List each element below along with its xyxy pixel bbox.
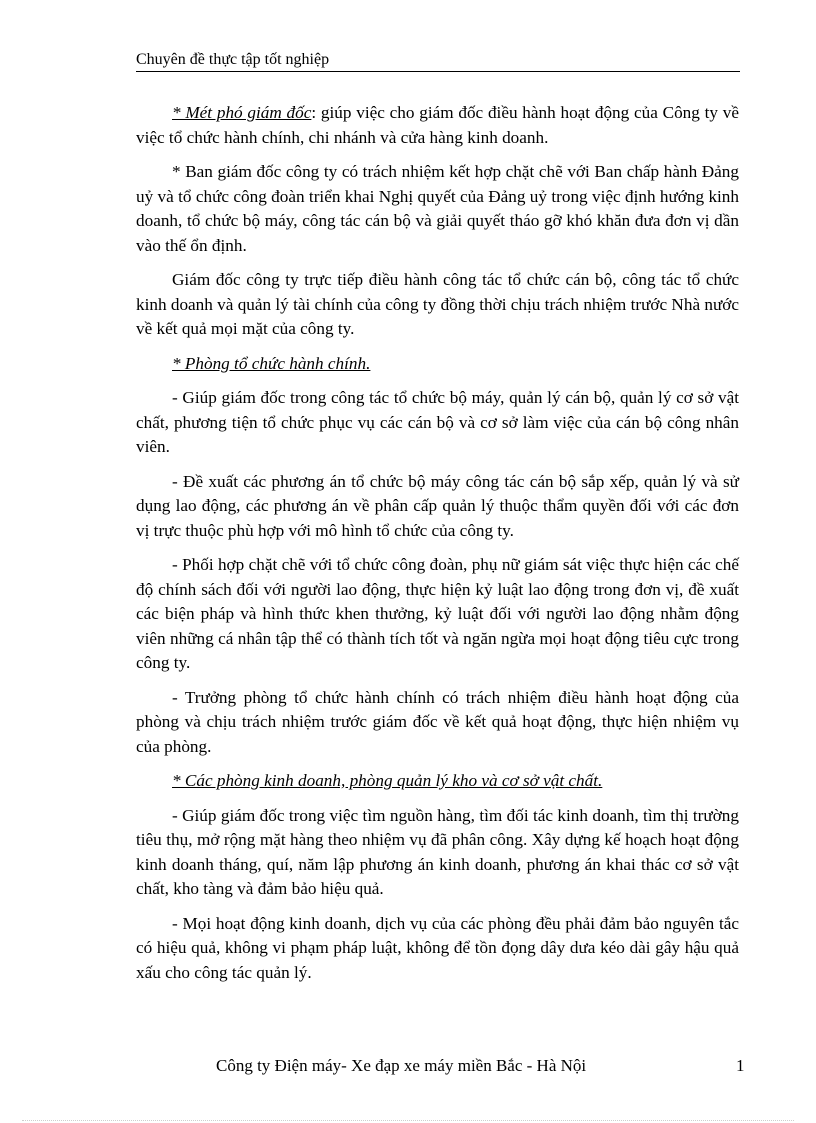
paragraph-director-role: Giám đốc công ty trực tiếp điều hành công tác tổ chức cán bộ, công tác tổ chức kinh doanh và quản lý tài chính của công ty đồng thời chịu trách nhiệm trước Nhà nước về kết quả mọi mặt của công ty. bbox=[136, 270, 739, 338]
paragraph-admin-duty-1: - Giúp giám đốc trong công tác tổ chức bộ máy, quản lý cán bộ, quản lý cơ sở vật chất, phương tiện tổ chức phục vụ các cán bộ và cơ sở làm việc của cán bộ công nhân viên. bbox=[136, 388, 739, 456]
paragraph-admin-duty-4: - Trưởng phòng tổ chức hành chính có trách nhiệm điều hành hoạt động của phòng và chịu trách nhiệm trước giám đốc về kết quả hoạt động, thực hiện nhiệm vụ của phòng. bbox=[136, 687, 739, 756]
paragraph-lead: * Mét phó giám đốc bbox=[172, 103, 312, 122]
section-heading-business bbox=[136, 769, 739, 794]
page-footer: Công ty Điện máy- Xe đạp xe máy miền Bắc - Hà Nội bbox=[216, 1056, 587, 1075]
section-heading-text: * Các phòng kinh doanh, phòng quản lý kho và cơ sở vật chất. bbox=[172, 771, 603, 790]
paragraph-admin-duty-3: - Phối hợp chặt chẽ với tổ chức công đoàn, phụ nữ giám sát việc thực hiện các chế độ chính sách đối với người lao động, thực hiện kỷ luật lao động trong đơn vị, đề xuất các biện pháp và hình thức khen thưởng, kỷ luật đối với người lao động nhằm động viên những cá nhân tập thể có thành tích tốt và ngăn ngừa mọi hoạt động tiêu cực trong công ty. bbox=[136, 555, 739, 672]
page-number: 1 bbox=[736, 1056, 745, 1075]
document-body bbox=[136, 101, 739, 995]
paragraph-board-of-directors: * Ban giám đốc công ty có trách nhiệm kết hợp chặt chẽ với Ban chấp hành Đảng uỷ và tổ chức công đoàn triển khai Nghị quyết của Đảng uỷ trong việc định hướng kinh doanh, tổ chức bộ máy, công tác cán bộ và giải quyết tháo gỡ khó khăn đưa đơn vị dần vào thế ổn định. bbox=[136, 162, 739, 255]
section-heading-text: * Phòng tổ chức hành chính. bbox=[172, 353, 371, 373]
header-title: Chuyên đề thực tập tốt nghiệp bbox=[136, 51, 330, 68]
page-edge-divider bbox=[22, 1120, 794, 1121]
page-header bbox=[136, 50, 740, 72]
paragraph-text: : giúp việc cho giám đốc điều hành hoạt động của Công ty về việc tổ chức hành chính, chi nhánh và cửa hàng kinh doanh. bbox=[136, 103, 739, 147]
paragraph-business-duty-2: - Mọi hoạt động kinh doanh, dịch vụ của các phòng đều phải đảm bảo nguyên tắc có hiệu quả, không vi phạm pháp luật, không để tồn đọng dây dưa kéo dài gây hậu quả xấu cho công tác quản lý. bbox=[136, 913, 739, 982]
paragraph-business-duty-1: - Giúp giám đốc trong việc tìm nguồn hàng, tìm đối tác kinh doanh, tìm thị trường tiêu thụ, mở rộng mặt hàng theo nhiệm vụ đã phân công. Xây dựng kế hoạch hoạt động kinh doanh tháng, quí, năm lập phương án kinh doanh, phương án khai thác cơ sở vật chất, kho tàng và đảm bảo hiệu quả. bbox=[136, 805, 739, 898]
section-heading-admin bbox=[136, 352, 739, 377]
paragraph-deputy-director bbox=[136, 101, 739, 150]
paragraph-admin-duty-2: - Đề xuất các phương án tổ chức bộ máy công tác cán bộ sắp xếp, quản lý và sử dụng lao động, các phương án về phân cấp quản lý thuộc thẩm quyền đối với các đơn vị trực thuộc phù hợp với mô hình tổ chức của công ty. bbox=[136, 471, 739, 540]
